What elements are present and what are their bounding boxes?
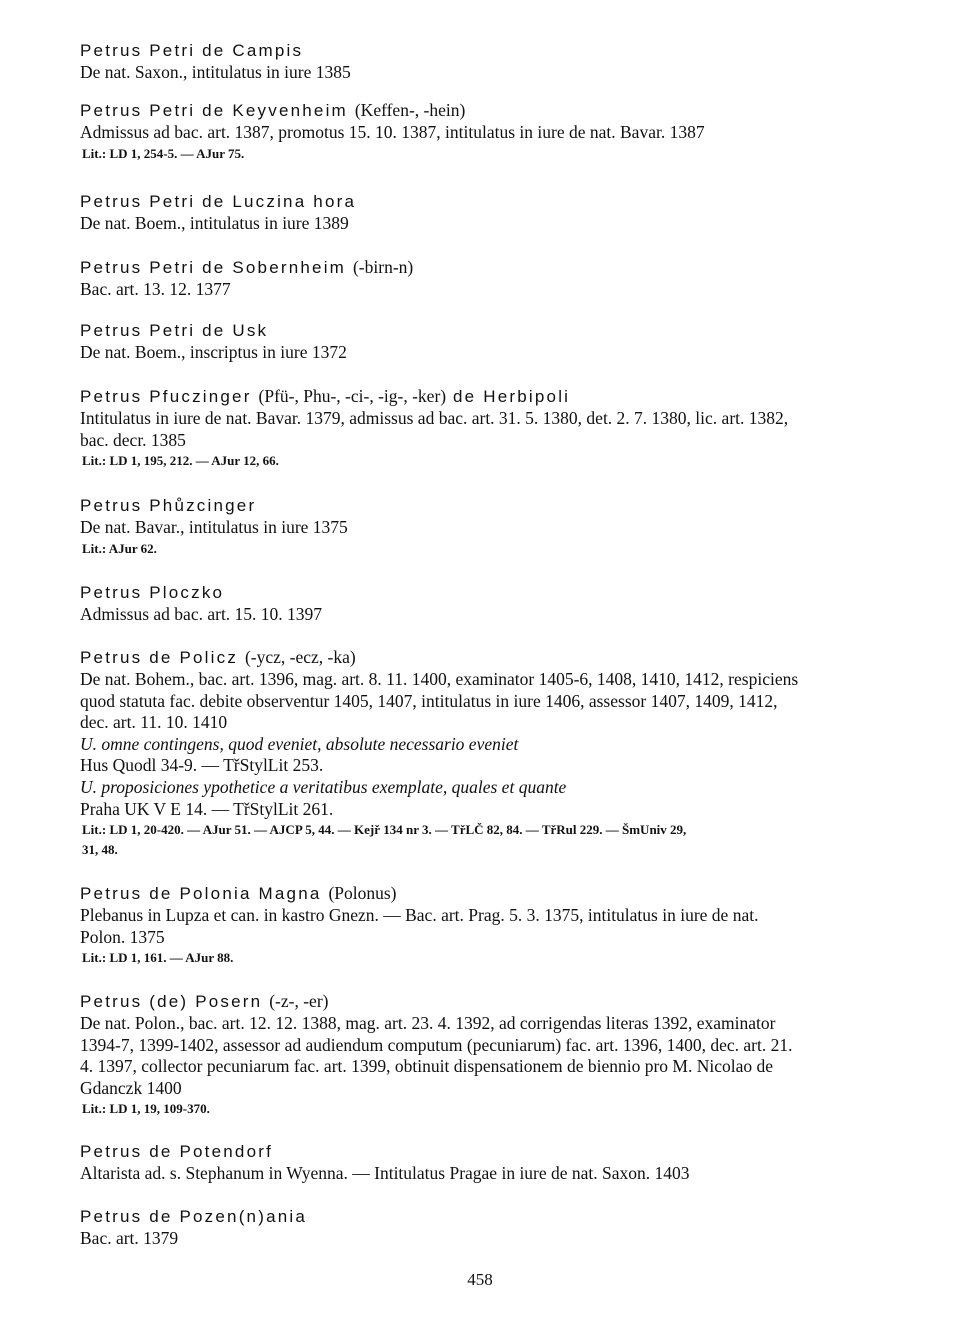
entry-text: dec. art. 11. 10. 1410: [80, 712, 228, 733]
name-variants: (Pfü-, Phu-, -ci-, -ig-, -ker): [258, 386, 447, 406]
work-title: U. omne contingens, quod eveniet, absolute necessario eveniet: [80, 733, 519, 754]
entry: [80, 99, 705, 164]
entry-name: Petrus Phůzcinger: [80, 496, 257, 515]
entry-text: Intitulatus in iure de nat. Bavar. 1379, admissus ad bac. art. 31. 5. 1380, det. 2. 7. 1380, lic. art. 1382,: [80, 408, 789, 428]
entry-name: Petrus de Polonia Magna (Polonus): [80, 883, 397, 903]
entry-text: De nat. Bohem., bac. art. 1396, mag. art. 8. 11. 1400, examinator 1405-6, 1408, 1410, 1412, respiciens: [80, 669, 799, 689]
entry-text: Plebanus in Lupza et can. in kastro Gnezn. — Bac. art. Prag. 5. 3. 1375, intitulatus in iure de nat.: [80, 905, 759, 925]
page-number: 458: [467, 1270, 493, 1289]
literature: 31, 48.: [82, 842, 118, 858]
literature: Lit.: LD 1, 195, 212. — AJur 12, 66.: [82, 453, 279, 469]
name-variants: (Polonus): [328, 883, 397, 903]
entry-text: De nat. Boem., intitulatus in iure 1389: [80, 213, 349, 233]
entry-text: Bac. art. 13. 12. 1377: [80, 279, 231, 299]
literature: Lit.: AJur 62.: [82, 540, 157, 556]
work-reference: Hus Quodl 34-9. — TřStylLit 253.: [80, 755, 324, 776]
entry: [80, 385, 788, 471]
entry-name: Petrus Petri de Usk: [80, 321, 269, 340]
literature: Lit.: LD 1, 19, 109-370.: [82, 1101, 210, 1117]
entry-text: Admissus ad bac. art. 1387, promotus 15. 10. 1387, intitulatus in iure de nat. Bavar. 1387: [80, 122, 705, 142]
entry-text: De nat. Polon., bac. art. 12. 12. 1388, mag. art. 23. 4. 1392, ad corrigendas literas 1392, examinator: [80, 1013, 776, 1033]
entry-text: bac. decr. 1385: [80, 429, 186, 450]
entry: [80, 882, 758, 968]
entry: [80, 40, 351, 84]
entry-name: Petrus Petri de Keyvenheim (Keffen-, -hein): [80, 100, 466, 120]
entry-name: Petrus de Policz (-ycz, -ecz, -ka): [80, 647, 356, 667]
entry-name: Petrus Pfuczinger (Pfü-, Phu-, -ci-, -ig-, -ker) de Herbipoli: [80, 386, 571, 406]
entry: [80, 191, 356, 235]
entry: [80, 1141, 690, 1185]
entry-text: quod statuta fac. debite observentur 1405, 1407, intitulatus in iure 1406, assessor 1407, 1409, 1412,: [80, 690, 778, 711]
entry-name: Petrus Petri de Sobernheim (-birn-n): [80, 257, 414, 277]
literature: Lit.: LD 1, 161. — AJur 88.: [82, 950, 234, 966]
entry-name: Petrus Ploczko: [80, 583, 225, 602]
entry-text: De nat. Bavar., intitulatus in iure 1375: [80, 517, 348, 537]
entry: [80, 990, 792, 1119]
entry-text: De nat. Saxon., intitulatus in iure 1385: [80, 62, 351, 82]
entry-text: Admissus ad bac. art. 15. 10. 1397: [80, 604, 323, 624]
entry-text: Gdanczk 1400: [80, 1077, 182, 1098]
entry-name: Petrus de Pozen(n)ania: [80, 1207, 308, 1226]
name-variants: (Keffen-, -hein): [354, 100, 466, 120]
name-variants: (-ycz, -ecz, -ka): [244, 647, 356, 667]
entry-name: Petrus Petri de Luczina hora: [80, 192, 357, 211]
entry-name: Petrus (de) Posern (-z-, -er): [80, 991, 329, 1011]
entry: [80, 495, 348, 559]
entry: [80, 1206, 307, 1250]
literature: Lit.: LD 1, 20-420. — AJur 51. — AJCP 5, 44. — Kejř 134 nr 3. — TřLČ 82, 84. — TřRul 229. — ŠmUniv 29,: [82, 822, 687, 838]
entry: [80, 582, 322, 626]
name-variants: (-birn-n): [352, 257, 414, 277]
entry-text: Altarista ad. s. Stephanum in Wyenna. — Intitulatus Pragae in iure de nat. Saxon. 1403: [80, 1163, 690, 1183]
entry: [80, 256, 413, 301]
entry-name: Petrus Petri de Campis: [80, 41, 304, 60]
work-title: U. proposiciones ypothetice a veritatibus exemplate, quales et quante: [80, 776, 567, 797]
entry-name: Petrus de Potendorf: [80, 1142, 274, 1161]
entry-text: Polon. 1375: [80, 926, 165, 947]
literature: Lit.: LD 1, 254-5. — AJur 75.: [82, 145, 245, 161]
entry-text: Bac. art. 1379: [80, 1228, 179, 1248]
entry: [80, 320, 347, 364]
entry-text: 1394-7, 1399-1402, assessor ad audiendum computum (pecuniarum) fac. art. 1396, 1400, dec. art. 21.: [80, 1034, 793, 1055]
entry-text: De nat. Boem., inscriptus in iure 1372: [80, 342, 347, 362]
entry: [80, 646, 798, 860]
name-variants: (-z-, -er): [269, 991, 329, 1011]
work-reference: Praha UK V E 14. — TřStylLit 261.: [80, 798, 334, 819]
entry-text: 4. 1397, collector pecuniarum fac. art. 1399, obtinuit dispensationem de biennio pro M. Nicolao de: [80, 1056, 774, 1077]
